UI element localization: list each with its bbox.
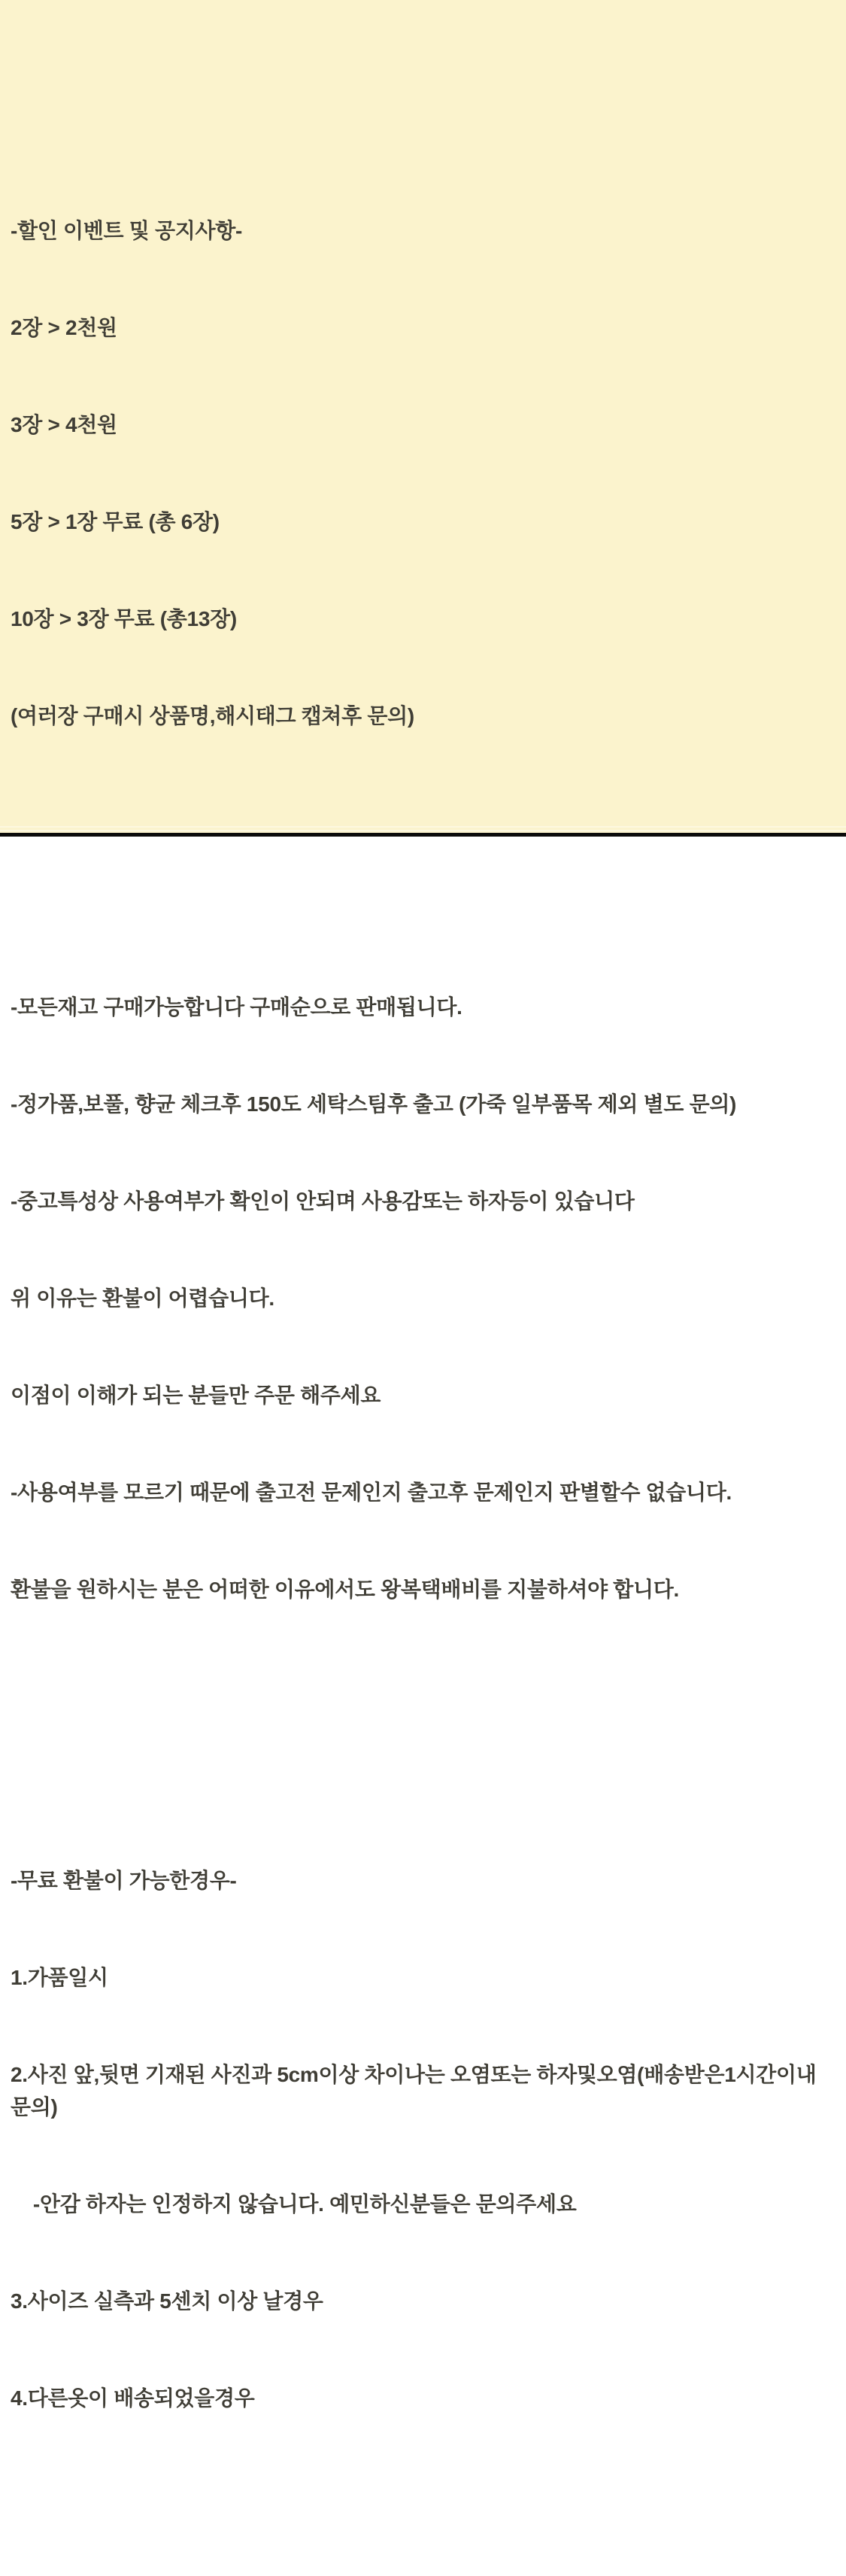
notice-line: 5장 > 1장 무료 (총 6장) [11, 510, 220, 533]
notice-line: 3.사이즈 실측과 5센치 이상 날경우 [11, 2289, 323, 2313]
notice-line: 2.사진 앞,뒷면 기재된 사진과 5cm이상 차이나는 오염또는 하자및오염(배송받은1시간이내 문의) [11, 2063, 822, 2119]
notice-subtitle: -무료 환불이 가능한경우- [11, 1869, 237, 1892]
bottom-faint-stripe [0, 830, 846, 831]
notice-line: -중고특성상 사용여부가 확인이 안되며 사용감또는 하자등이 있습니다 [11, 1189, 635, 1213]
notice-line-indented: -안감 하자는 인정하지 않습니다. 예민하신분들은 문의주세요 [11, 2192, 577, 2216]
notice-line: 1.가품일시 [11, 1966, 108, 1989]
notice-line: 10장 > 3장 무료 (총13장) [11, 607, 237, 630]
notice-line: 2장 > 2천원 [11, 316, 117, 339]
bottom-faint-stripe [0, 826, 846, 828]
notice-line: 3장 > 4천원 [11, 413, 117, 436]
notice-line: 환불을 원하시는 분은 어떠한 이유에서도 왕복택배비를 지불하셔야 합니다. [11, 1578, 680, 1601]
notice-line: 위 이유는 환불이 어렵습니다. [11, 1286, 274, 1310]
notice-section-free-refund [11, 1800, 838, 2479]
bottom-black-bar [0, 833, 846, 837]
notice-line: (여러장 구매시 상품명,해시태그 캡쳐후 문의) [11, 704, 414, 728]
notice-line: -모든재고 구매가능합니다 구매순으로 판매됩니다. [11, 995, 462, 1019]
notice-line: 이점이 이해가 되는 분들만 주문 해주세요 [11, 1384, 381, 1407]
notice-line: -사용여부를 모르기 때문에 출고전 문제인지 출고후 문제인지 판별할수 없습니다. [11, 1481, 732, 1504]
notice-title: -할인 이벤트 및 공지사항- [11, 219, 242, 242]
notice-line: 4.다른옷이 배송되었을경우 [11, 2386, 255, 2410]
notice-section-discount-event [11, 150, 838, 797]
notice-body [11, 53, 838, 2576]
notice-section-sales-policy [11, 926, 838, 1670]
notice-line: -정가품,보풀, 향균 체크후 150도 세탁스팀후 출고 (가죽 일부품목 제외 별도 문의) [11, 1092, 737, 1116]
